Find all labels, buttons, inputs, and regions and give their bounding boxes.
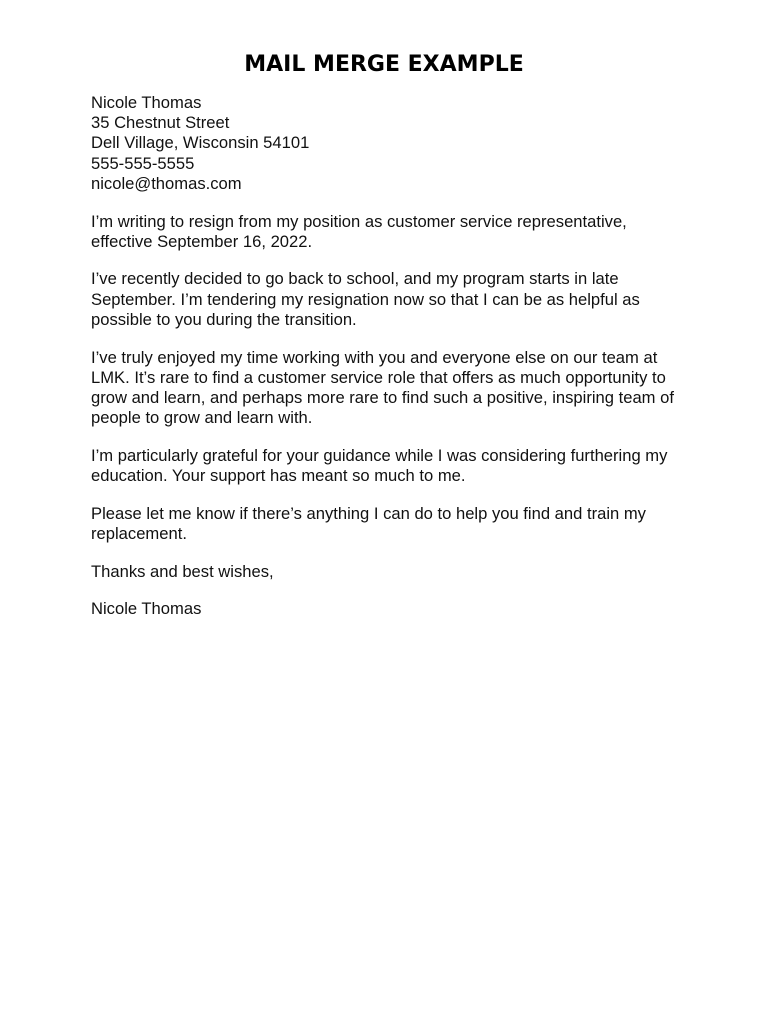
signature-name: Nicole Thomas [91, 599, 202, 619]
sender-name: Nicole Thomas [91, 93, 202, 112]
paragraph-reason: I’ve recently decided to go back to school, and my program starts in late September. I’m tendering my resignation now so that I can be as helpful as possible to you during the transition. [91, 269, 640, 329]
sender-phone: 555-555-5555 [91, 153, 195, 173]
paragraph-resignation: I’m writing to resign from my position as customer service representative, effective September 16, 2022. [91, 211, 627, 251]
paragraph-offer-help: Please let me know if there’s anything I can do to help you find and train my replacement. [91, 503, 646, 543]
document-title: MAIL MERGE EXAMPLE [244, 52, 524, 77]
sender-city-state-zip: Dell Village, Wisconsin 54101 [91, 133, 310, 153]
closing-line: Thanks and best wishes, [91, 561, 274, 581]
paragraph-appreciation: I’ve truly enjoyed my time working with you and everyone else on our team at LMK. It’s rare to find a customer service role that offers as much opportunity to grow and learn, and perhaps more rare to find such a positive, inspiring team of people to grow and learn with. [91, 347, 674, 428]
sender-email: nicole@thomas.com [91, 173, 242, 193]
paragraph-gratitude: I’m particularly grateful for your guidance while I was considering furthering my education. Your support has meant so much to me. [91, 445, 668, 486]
letter-body [91, 93, 691, 620]
sender-street: 35 Chestnut Street [91, 113, 230, 133]
sender-address-block [91, 93, 691, 194]
